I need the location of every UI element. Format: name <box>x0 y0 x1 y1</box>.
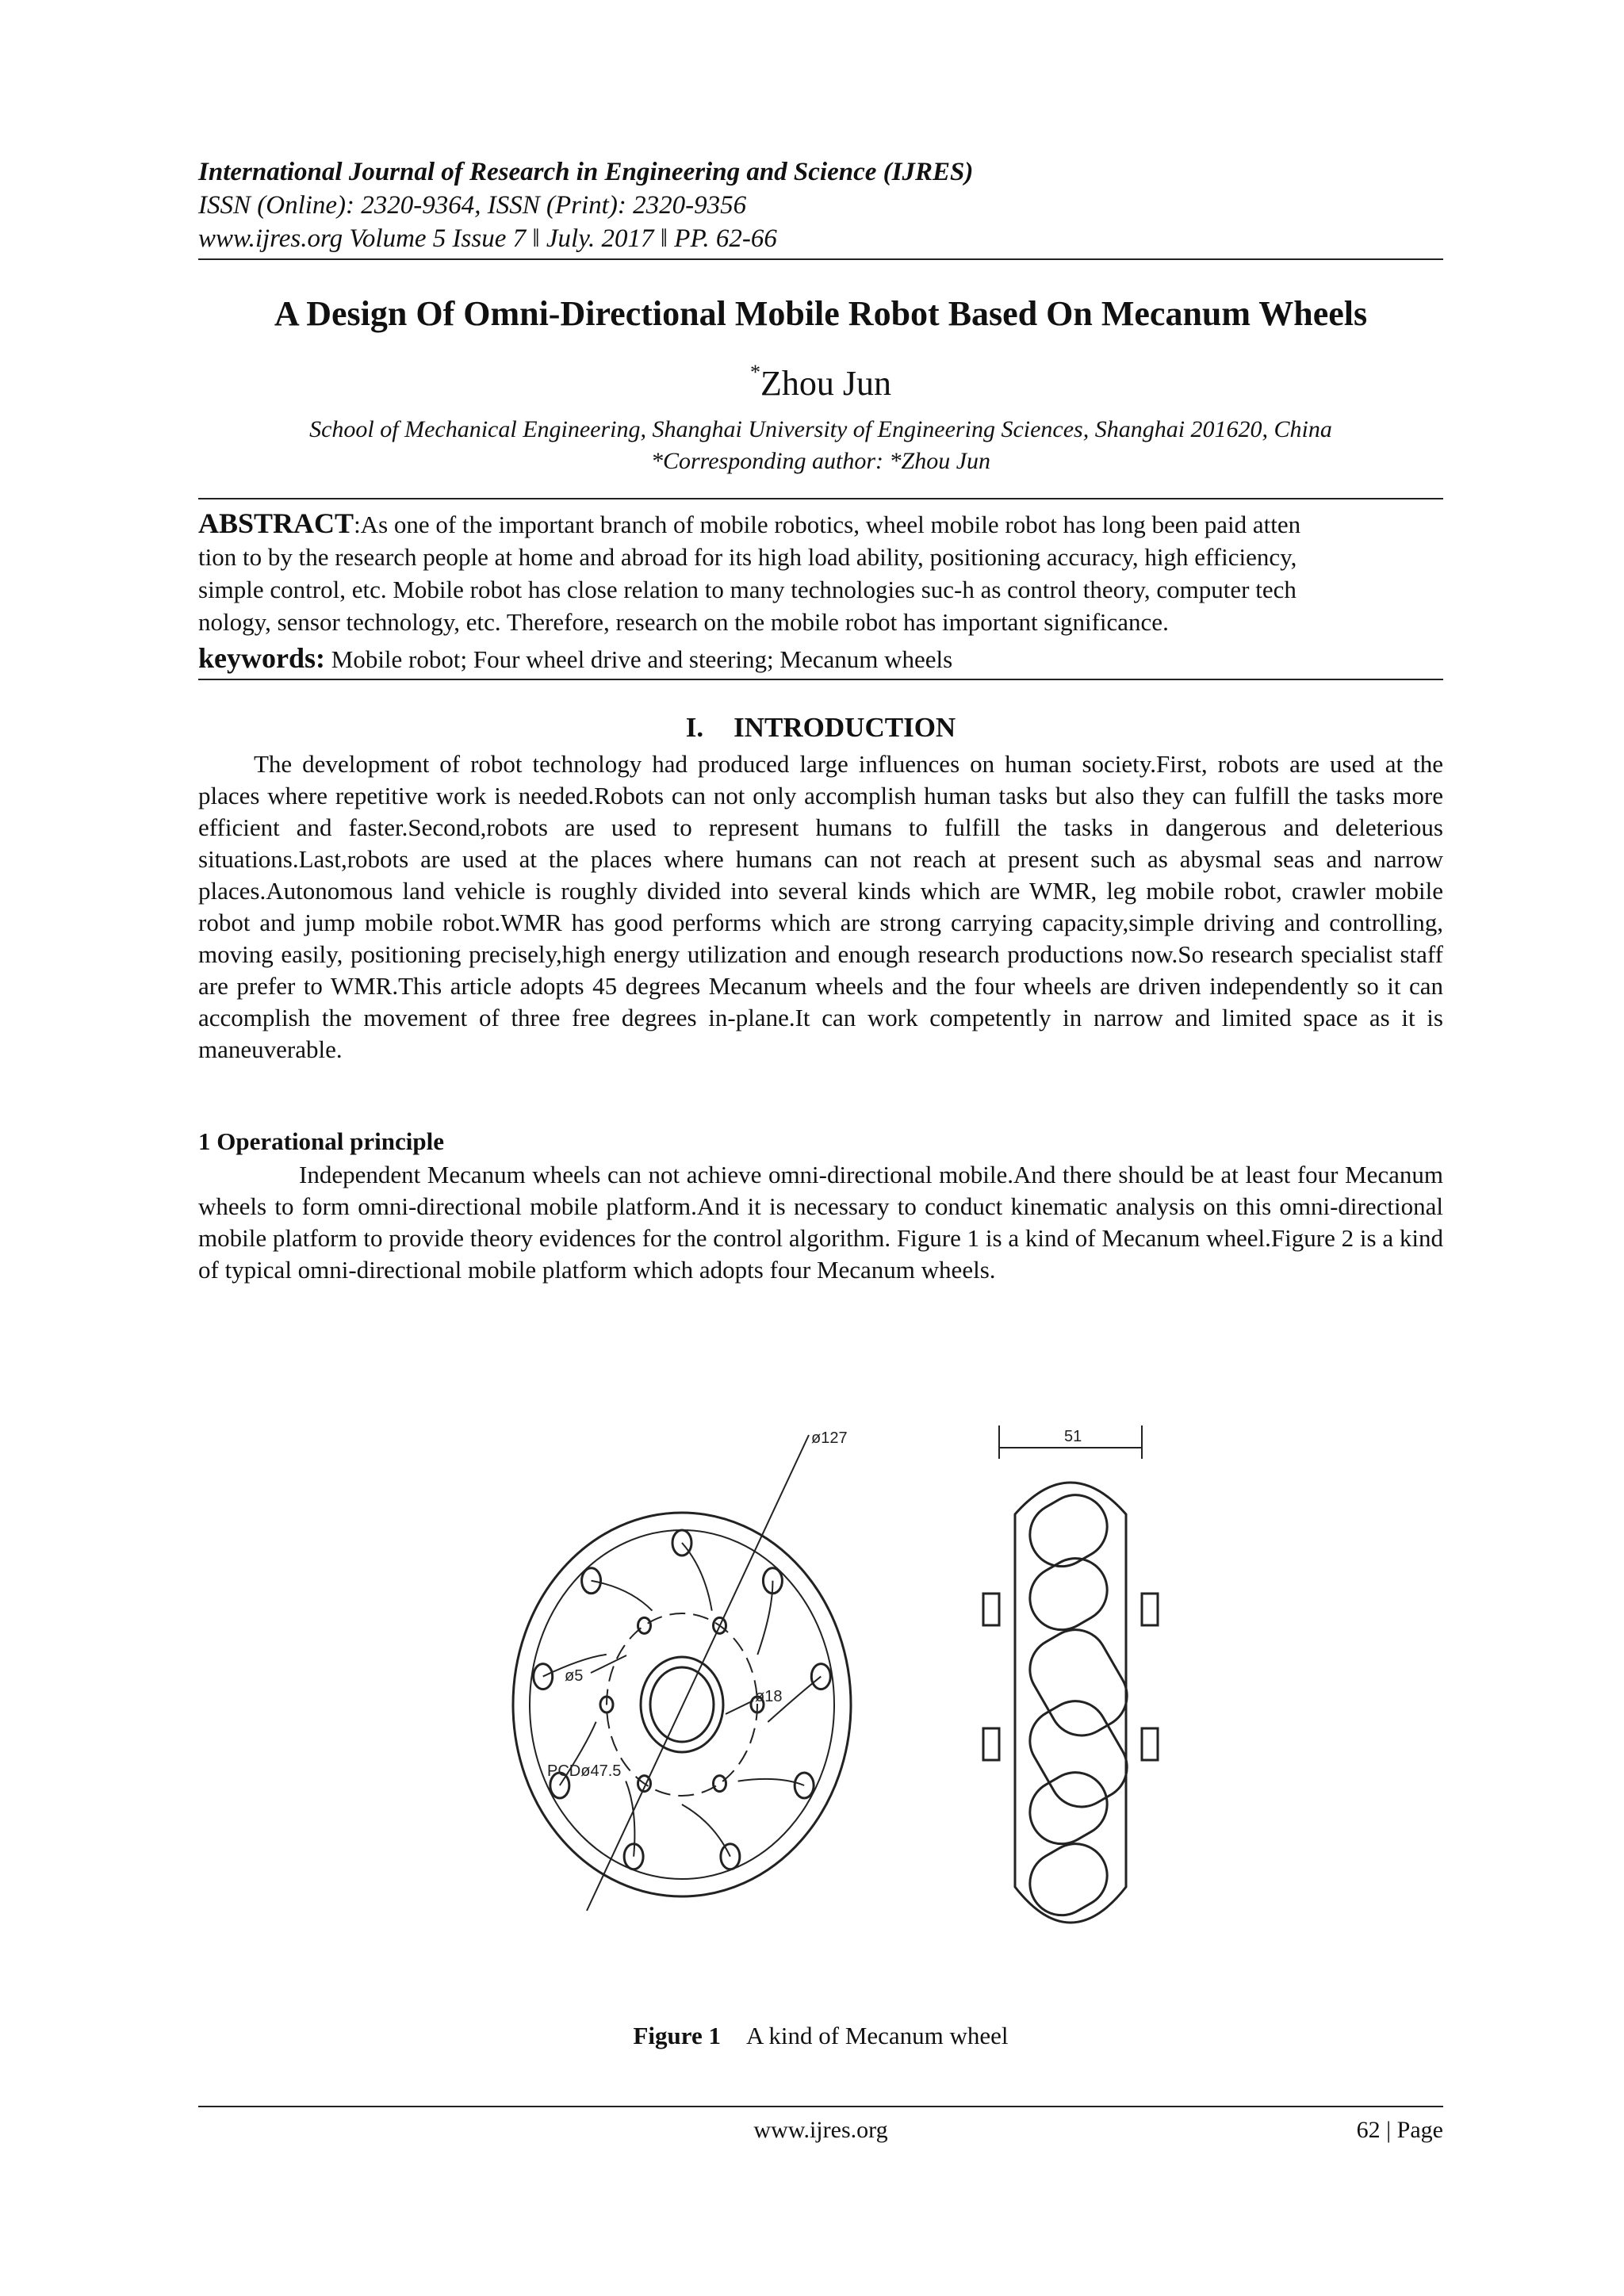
abstract-line: ABSTRACT:As one of the important branch of mobile robotics, wheel mobile robot has long been paid atten <box>198 507 1301 539</box>
figure-label: Figure 1 <box>633 2022 721 2049</box>
abstract-bottom-rule <box>198 679 1443 680</box>
header-rule <box>198 258 1443 260</box>
footer-url: www.ijres.org <box>753 2117 888 2143</box>
wheel-side-view <box>983 1425 1158 1927</box>
abstract-line: simple control, etc. Mobile robot has close relation to many technologies suc-h as control theory, computer tech <box>198 576 1297 603</box>
bolt-hole <box>638 1617 651 1633</box>
hub-outer <box>641 1657 723 1752</box>
abstract-label: ABSTRACT <box>198 507 354 539</box>
dim-bore-label: ø18 <box>755 1688 783 1705</box>
side-roller <box>1018 1547 1119 1641</box>
side-roller <box>1018 1761 1119 1855</box>
hole-leader <box>591 1655 626 1673</box>
dim-hole-label: ø5 <box>565 1667 584 1685</box>
affiliation: School of Mechanical Engineering, Shanghai University of Engineering Sciences, Shanghai 201620, China <box>309 416 1332 442</box>
mecanum-wheel-figure <box>508 1403 1459 1974</box>
roller-mount <box>550 1722 596 1798</box>
affiliation-block <box>198 414 1443 477</box>
pcd-circle <box>607 1613 757 1796</box>
roller-mount <box>738 1773 814 1798</box>
bolt-holes <box>600 1617 764 1791</box>
figure-caption <box>198 2022 1443 2050</box>
abstract <box>198 507 1443 638</box>
bolt-hole <box>714 1776 726 1792</box>
corresponding-author: *Corresponding author: *Zhou Jun <box>650 448 991 474</box>
hub-bore <box>650 1667 714 1742</box>
bore-leader <box>726 1701 753 1714</box>
dim-width-label: 51 <box>1064 1428 1082 1445</box>
section-heading <box>198 712 1443 744</box>
journal-volume: www.ijres.org Volume 5 Issue 7 ǁ July. 2017 ǁ PP. 62-66 <box>198 224 777 253</box>
dim-outer-label: ø127 <box>811 1429 848 1447</box>
abstract-line: nology, sensor technology, etc. Therefore, research on the mobile robot has important significance. <box>198 608 1169 636</box>
dimension-labels <box>547 1428 1082 1780</box>
keywords-text: Mobile robot; Four wheel drive and steering; Mecanum wheels <box>325 645 953 673</box>
figure-caption-text: A kind of Mecanum wheel <box>745 2022 1009 2049</box>
section-title: INTRODUCTION <box>733 712 956 743</box>
diameter-leader <box>587 1435 809 1911</box>
journal-name: International Journal of Research in Engineering and Science (IJRES) <box>198 158 974 186</box>
author-mark: * <box>750 361 760 385</box>
journal-issn: ISSN (Online): 2320-9364, ISSN (Print): 2320-9356 <box>198 191 747 220</box>
side-roller <box>1018 1618 1139 1747</box>
side-roller <box>1018 1689 1139 1819</box>
subsection-heading: 1 Operational principle <box>198 1127 444 1155</box>
paper-title: A Design Of Omni-Directional Mobile Robot Based On Mecanum Wheels <box>274 294 1368 333</box>
roller-mount <box>682 1804 740 1869</box>
principle-paragraph: Independent Mecanum wheels can not achieve omni-directional mobile.And there should be at least four Mecanum wheels to form omni-directional mobile platform.And it is necessary to conduct kinematic analysis on this omni-directional mobile platform to provide theory evidences for the control algorithm. Figure 1 is a kind of Mecanum wheel.Figure 2 is a kind of typical omni-directional mobile platform which adopts four Mecanum wheels. <box>198 1161 1443 1284</box>
section-number: I. <box>685 712 704 743</box>
keywords <box>198 642 1443 675</box>
author-line <box>198 363 1443 404</box>
wheel-outer-rim <box>513 1513 851 1896</box>
roller-mounts <box>534 1530 831 1869</box>
keywords-label: keywords: <box>198 642 325 674</box>
wheel-front-view <box>513 1435 851 1911</box>
side-roller <box>1018 1832 1119 1927</box>
side-rollers <box>1018 1483 1139 1927</box>
roller-mount <box>582 1568 653 1611</box>
abstract-top-rule <box>198 498 1443 499</box>
roller-mount <box>672 1530 712 1611</box>
dim-pcd-label: PCDø47.5 <box>547 1762 622 1780</box>
intro-paragraph: The development of robot technology had produced large influences on human society.First, robots are used at the places where repetitive work is needed.Robots can not only accomplish human tasks but also they can fulfill the tasks more efficient and faster.Second,robots are used to represent humans to fulfill the tasks in dangerous and deleterious situations.Last,robots are used at the places where humans can not reach at present such as abysmal seas and narrow places.Autonomous land vehicle is roughly divided into several kinds which are WMR, leg mobile robot, crawler mobile robot and jump mobile robot.WMR has good performs which are strong carrying capacity,simple driving and controlling, moving easily, positioning precisely,high energy utilization and enough research productions now.So research specialist staff are prefer to WMR.This article adopts 45 degrees Mecanum wheels and the four wheels are driven independently so it can accomplish the movement of three free degrees in-plane.It can work competently in narrow and limited space as it is maneuverable. <box>198 750 1443 1063</box>
roller-mount <box>757 1568 782 1655</box>
author-name: Zhou Jun <box>760 364 891 403</box>
abstract-line: tion to by the research people at home and abroad for its high load ability, positioning accuracy, high efficiency, <box>198 543 1297 571</box>
footer-rule <box>198 2106 1443 2107</box>
journal-header <box>198 155 1443 255</box>
page-number: 62 | Page <box>1356 2117 1443 2143</box>
